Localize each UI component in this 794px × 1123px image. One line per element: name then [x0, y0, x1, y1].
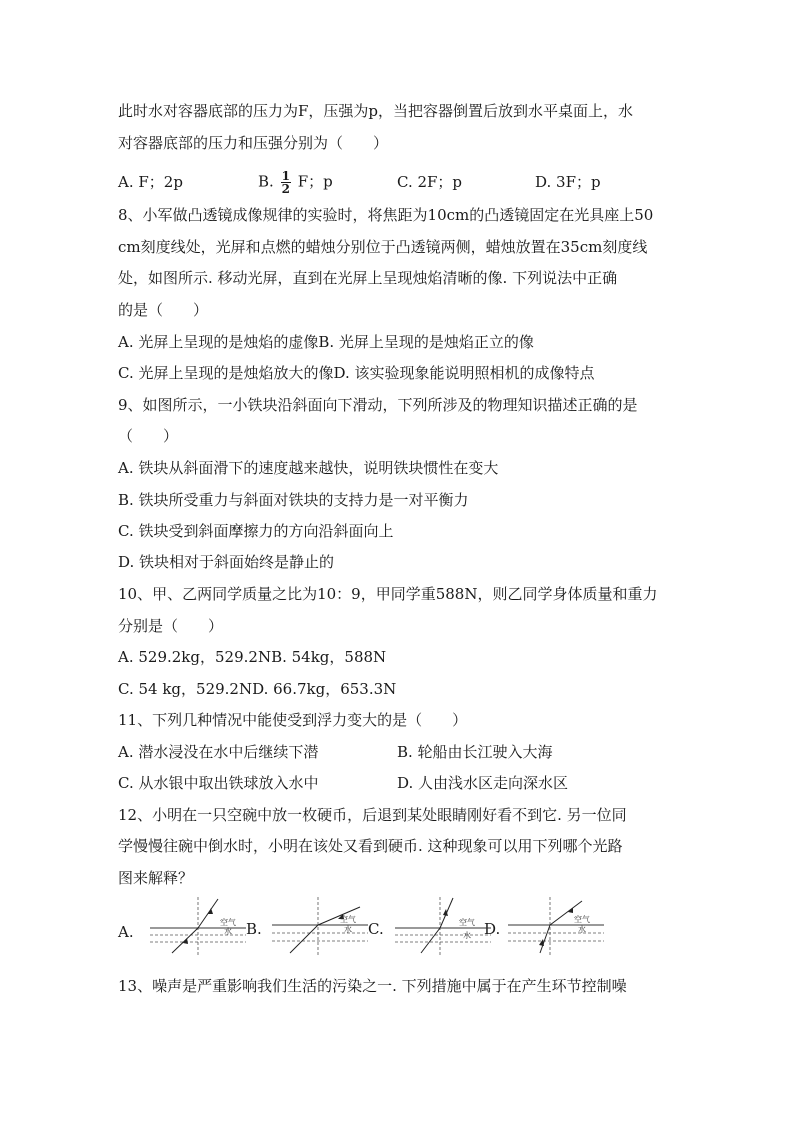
q7-option-b-prefix: B.: [258, 172, 274, 191]
q8-line-3: 处，如图所示. 移动光屏，直到在光屏上呈现烛焰清晰的像. 下列说法中正确: [118, 269, 618, 287]
q12-label-d: D.: [484, 920, 501, 938]
q13-line-1: 13、噪声是严重影响我们生活的污染之一. 下列措施中属于在产生环节控制噪: [118, 977, 627, 995]
q10-options-ab: A. 529.2kg，529.2NB. 54kg，588N: [118, 648, 387, 666]
q12-label-a: A.: [118, 923, 134, 941]
q8-line-1: 8、小军做凸透镜成像规律的实验时，将焦距为10cm的凸透镜固定在光具座上50: [118, 206, 654, 224]
q9-option-b: B. 铁块所受重力与斜面对铁块的支持力是一对平衡力: [118, 491, 469, 509]
water-label: 水: [578, 925, 586, 934]
q7-line-1: 此时水对容器底部的压力为F，压强为p，当把容器倒置后放到水平桌面上，水: [118, 102, 634, 120]
q9-line-1: 9、如图所示，一小铁块沿斜面向下滑动，下列所涉及的物理知识描述正确的是: [118, 396, 638, 414]
q8-line-4: 的是（ ）: [118, 301, 209, 319]
q12-line-3: 图来解释？: [118, 869, 194, 887]
q7-line-2: 对容器底部的压力和压强分别为（ ）: [118, 134, 389, 152]
q11-option-d: D. 人由浅水区走向深水区: [397, 774, 569, 792]
arrow-icon: [208, 908, 213, 914]
one-half-fraction: [281, 170, 291, 195]
air-label: 空气: [220, 918, 236, 927]
q10-line-1: 10、甲、乙两同学质量之比为10：9，甲同学重588N，则乙同学身体质量和重力: [118, 585, 658, 603]
light-ray-water: [540, 925, 550, 953]
ray-diagram-c: [395, 895, 495, 957]
q8-options-cd: C. 光屏上呈现的是烛焰放大的像D. 该实验现象能说明照相机的成像特点: [118, 364, 595, 382]
water-label: 水: [224, 927, 232, 936]
q12-line-1: 12、小明在一只空碗中放一枚硬币，后退到某处眼睛刚好看不到它. 另一位同: [118, 806, 627, 824]
arrow-icon: [539, 939, 544, 946]
q10-line-2: 分别是（ ）: [118, 617, 224, 635]
q11-option-c: C. 从水银中取出铁球放入水中: [118, 774, 319, 792]
q12-label-b: B.: [246, 920, 262, 938]
air-label: 空气: [459, 918, 475, 927]
q12-label-c: C.: [368, 920, 384, 938]
q9-option-c: C. 铁块受到斜面摩擦力的方向沿斜面向上: [118, 522, 394, 540]
light-ray-water: [421, 928, 440, 953]
light-ray-air: [198, 899, 218, 928]
q11-option-a: A. 潜水浸没在水中后继续下潜: [118, 743, 319, 761]
q9-line-2: （ ）: [118, 427, 179, 445]
q7-option-d: D. 3F；p: [535, 173, 601, 191]
q10-options-cd: C. 54 kg，529.2ND. 66.7kg，653.3N: [118, 680, 397, 698]
q7-option-c: C. 2F；p: [397, 173, 463, 191]
fraction-numerator: 1: [281, 169, 290, 183]
q9-option-a: A. 铁块从斜面滑下的速度越来越快，说明铁块惯性在变大: [118, 459, 499, 477]
q7-option-b-suffix: F；p: [297, 172, 333, 191]
water-label: 水: [463, 931, 471, 940]
q7-option-b: [258, 170, 333, 195]
fraction-denominator: 2: [281, 182, 290, 196]
ray-diagram-d: [508, 895, 608, 957]
water-label: 水: [344, 925, 352, 934]
air-label: 空气: [340, 915, 356, 924]
light-ray-water: [290, 925, 318, 953]
q8-line-2: cm刻度线处，光屏和点燃的蜡烛分别位于凸透镜两侧，蜡烛放置在35cm刻度线: [118, 238, 648, 256]
q12-line-2: 学慢慢往碗中倒水时，小明在该处又看到硬币. 这种现象可以用下列哪个光路: [118, 837, 623, 855]
q11-line-1: 11、下列几种情况中能使受到浮力变大的是（ ）: [118, 711, 468, 729]
q8-options-ab: A. 光屏上呈现的是烛焰的虚像B. 光屏上呈现的是烛焰正立的像: [118, 333, 534, 351]
ray-diagram-a: [150, 895, 250, 957]
ray-diagram-b: [272, 895, 372, 957]
q9-option-d: D. 铁块相对于斜面始终是静止的: [118, 553, 335, 571]
air-label: 空气: [574, 915, 590, 924]
q7-option-a: A. F；2p: [118, 173, 183, 191]
q11-option-b: B. 轮船由长江驶入大海: [397, 743, 553, 761]
